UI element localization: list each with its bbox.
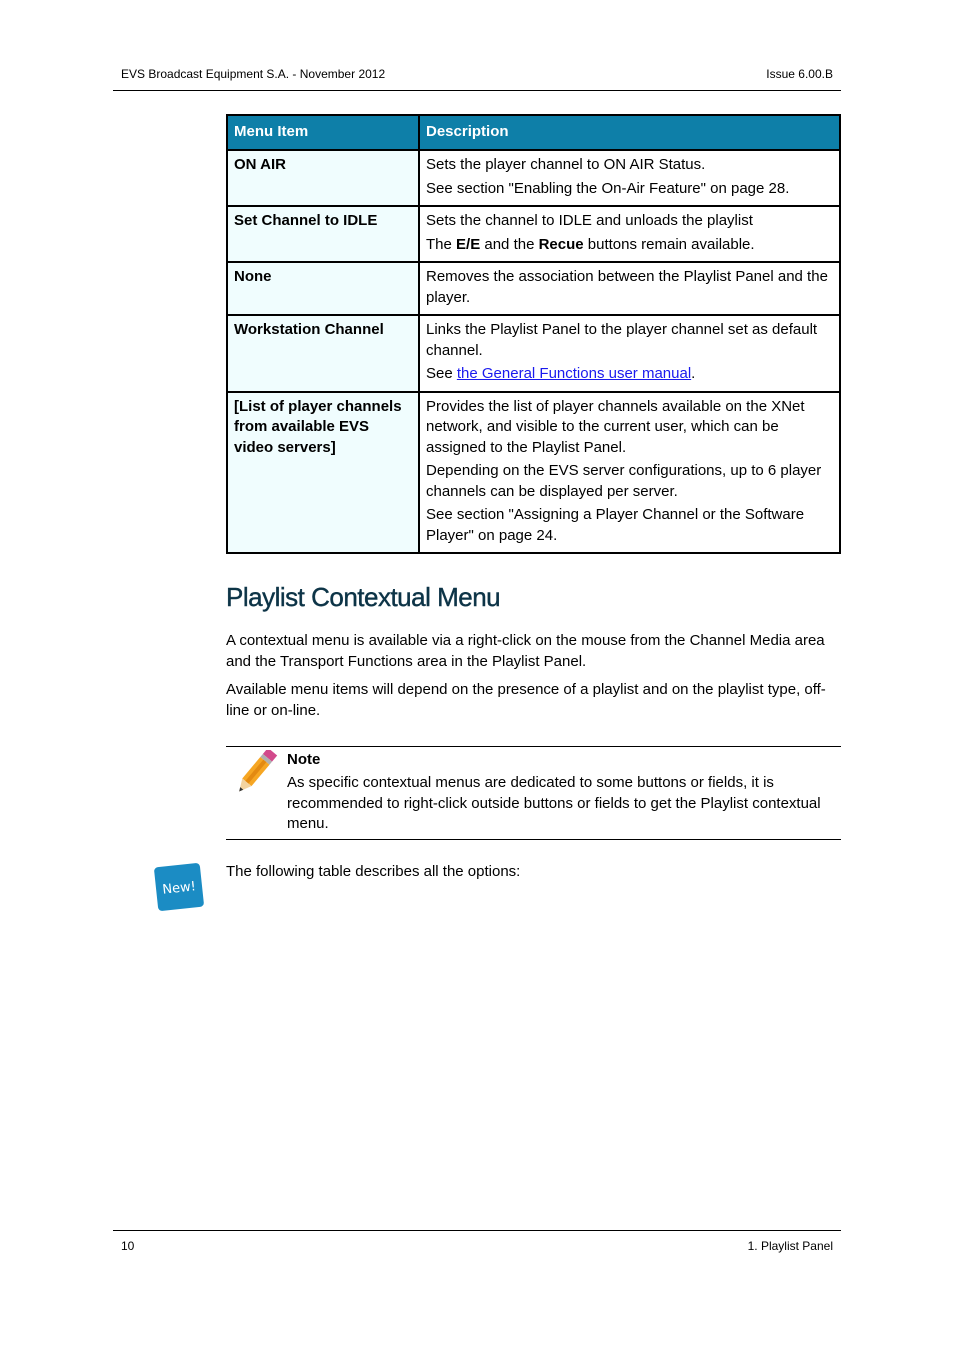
page-footer — [113, 1230, 841, 1253]
header-issue: Issue 6.00.B — [766, 67, 833, 81]
table-row — [227, 150, 840, 206]
description-line: The E/E and the Recue buttons remain available. — [426, 235, 755, 253]
new-feature-badge-icon — [153, 862, 205, 912]
paragraph: Available menu items will depend on the presence of a playlist and on the playlist type, off-line or on-line. — [226, 681, 826, 719]
menu-item-name: Workstation Channel — [227, 315, 419, 392]
note-text: As specific contextual menus are dedicated to some buttons or fields, it is recommended to right-click outside buttons or fields to get the Playlist contextual menu. — [287, 774, 821, 832]
page-number: 10 — [121, 1239, 135, 1253]
header-publisher: EVS Broadcast Equipment S.A. - November 2012 — [121, 67, 386, 81]
page-header — [113, 65, 841, 91]
column-header-menu-item: Menu Item — [227, 115, 419, 150]
description-line: See section "Assigning a Player Channel or the Software Player" on page 24. — [426, 506, 805, 544]
table-row — [227, 315, 840, 392]
menu-item-name: Set Channel to IDLE — [227, 206, 419, 262]
pencil-icon — [232, 750, 280, 796]
menu-item-description — [419, 315, 840, 392]
table-row — [227, 206, 840, 262]
description-line: See the General Functions user manual. — [426, 365, 696, 382]
description-line: Sets the player channel to ON AIR Status. — [426, 156, 706, 173]
ee-button-name: E/E — [456, 235, 481, 253]
description-line: Provides the list of player channels available on the XNet network, and visible to the current user, which can be assigned to the Playlist Panel. — [426, 397, 805, 456]
menu-items-table — [226, 114, 841, 554]
menu-item-description — [419, 150, 840, 206]
menu-item-name: ON AIR — [227, 150, 419, 206]
svg-text:New!: New! — [161, 879, 197, 898]
table-header-row — [227, 115, 840, 150]
note-title: Note — [287, 751, 321, 768]
note-box — [226, 746, 841, 840]
table-row — [227, 262, 840, 315]
column-header-description: Description — [419, 115, 840, 150]
description-line: Depending on the EVS server configurations, up to 6 player channels can be displayed per server. — [426, 462, 822, 500]
menu-item-description — [419, 392, 840, 554]
section-title: Playlist Contextual Menu — [226, 582, 501, 612]
table-row — [227, 392, 840, 554]
paragraph: A contextual menu is available via a right-click on the mouse from the Channel Media area and the Transport Functions area in the Playlist Panel. — [226, 632, 825, 670]
description-line: Links the Playlist Panel to the player channel set as default channel. — [426, 321, 818, 359]
menu-item-description — [419, 206, 840, 262]
paragraph: The following table describes all the options: — [226, 863, 521, 880]
description-line: Removes the association between the Playlist Panel and the player. — [426, 268, 828, 306]
menu-item-description — [419, 262, 840, 315]
menu-item-name: None — [227, 262, 419, 315]
description-line: Sets the channel to IDLE and unloads the playlist — [426, 212, 753, 229]
chapter-title: 1. Playlist Panel — [747, 1239, 833, 1253]
recue-button-name: Recue — [538, 235, 584, 253]
description-line: See section "Enabling the On-Air Feature" on page 28. — [426, 179, 790, 197]
general-functions-manual-link[interactable]: the General Functions user manual — [456, 365, 692, 382]
menu-item-name: [List of player channels from available EVS video servers] — [227, 392, 419, 554]
